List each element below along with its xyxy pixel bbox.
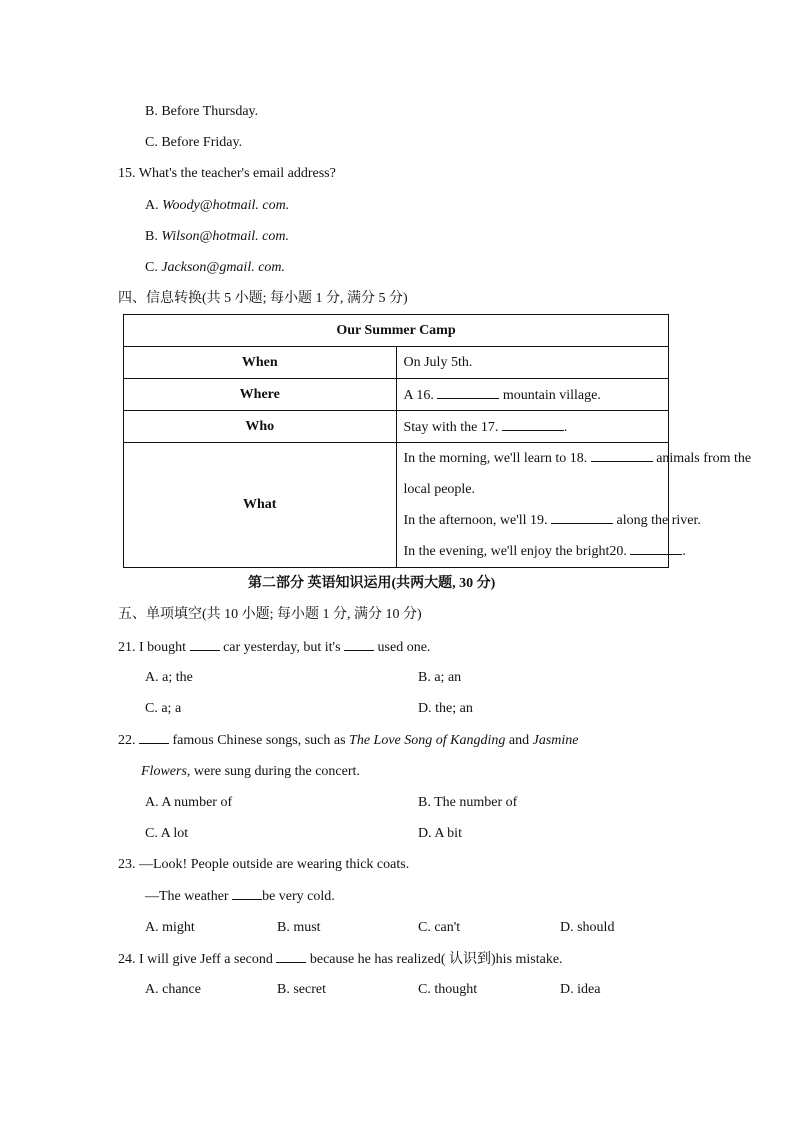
q22-stem-mid: famous Chinese songs, such as (169, 733, 350, 748)
q22-option-a: A. A number of (145, 795, 233, 810)
q22-option-b: B. The number of (418, 795, 518, 810)
section4-heading: 四、信息转换(共 5 小题; 每小题 1 分, 满分 5 分) (118, 291, 408, 306)
q14-option-c: C. Before Friday. (145, 135, 243, 150)
q15-option-c-letter: C. (145, 260, 162, 275)
when-value: On July 5th. (396, 347, 669, 379)
what-line1-post: animals from the (652, 451, 752, 466)
what-line3-pre: In the afternoon, we'll 19. (403, 513, 552, 528)
what-label: What (124, 443, 397, 568)
q22-stem-pre: 22. (118, 733, 139, 748)
q23-line2-post: be very cold. (262, 889, 335, 904)
when-label: When (124, 347, 397, 379)
q23-line2-pre: —The weather (145, 889, 233, 904)
what-line1-pre: In the morning, we'll learn to 18. (403, 451, 591, 466)
q24-stem-post: because he has realized( 认识到)his mistake. (306, 952, 563, 967)
blank-18[interactable] (591, 449, 653, 462)
q22-stem (118, 731, 579, 750)
q22-stem-line2 (141, 763, 360, 781)
q23-option-c: C. can't (418, 920, 461, 935)
q22-and: and (505, 733, 533, 748)
q23-blank[interactable] (232, 887, 262, 900)
q21-stem-post: used one. (374, 640, 431, 655)
q22-title-2b: Flowers (141, 764, 187, 779)
q23-option-b: B. must (277, 920, 321, 935)
blank-16[interactable] (437, 386, 499, 399)
q23-stem-line2 (145, 887, 335, 906)
part2-title: 第二部分 英语知识运用(共两大题, 30 分) (248, 576, 496, 591)
q14-option-b: B. Before Thursday. (145, 104, 259, 119)
q21-option-c: C. a; a (145, 701, 182, 716)
q21-stem-mid: car yesterday, but it's (219, 640, 345, 655)
blank-20[interactable] (630, 542, 682, 555)
q21-option-d: D. the; an (418, 701, 473, 716)
q22-option-c: C. A lot (145, 826, 189, 841)
q24-option-b: B. secret (277, 982, 326, 997)
q22-title-1: The Love Song of Kangding (349, 733, 506, 748)
q24-option-c: C. thought (418, 982, 478, 997)
summer-camp-table (123, 314, 752, 568)
q24-stem (118, 950, 563, 969)
where-post: mountain village. (499, 387, 601, 403)
what-line-1 (403, 443, 752, 474)
blank-19[interactable] (551, 511, 613, 524)
q15-option-c (145, 259, 285, 277)
q23-option-a: A. might (145, 920, 195, 935)
q15-stem: 15. What's the teacher's email address? (118, 166, 336, 181)
who-post: . (563, 419, 568, 435)
table-title: Our Summer Camp (124, 315, 669, 347)
q21-option-a: A. a; the (145, 670, 193, 685)
table-row-what (124, 443, 669, 568)
q15-option-a (145, 197, 289, 215)
q21-blank-1[interactable] (190, 638, 220, 651)
q15-option-a-text: Woody@hotmail. com. (162, 198, 290, 213)
table-row-where (124, 379, 669, 411)
q15-option-b-text: Wilson@hotmail. com. (161, 229, 289, 244)
what-line4-post: . (682, 544, 686, 559)
where-value (396, 379, 669, 411)
q24-option-a: A. chance (145, 982, 201, 997)
q22-title-2a: Jasmine (532, 733, 579, 748)
who-pre: Stay with the 17. (403, 419, 502, 435)
q22-line2-post: , were sung during the concert. (186, 764, 360, 779)
what-line-4 (403, 536, 686, 567)
q21-stem-pre: 21. I bought (118, 640, 190, 655)
table-row-when (124, 347, 669, 379)
who-value (396, 411, 669, 443)
who-label: Who (124, 411, 397, 443)
q24-blank[interactable] (276, 950, 306, 963)
blank-17[interactable] (502, 418, 564, 431)
q21-option-b: B. a; an (418, 670, 462, 685)
q24-option-d: D. idea (560, 982, 601, 997)
what-line-2: local people. (403, 482, 476, 497)
q15-option-c-text: Jackson@gmail. com. (161, 260, 286, 275)
q15-option-b (145, 228, 289, 246)
q23-option-d: D. should (560, 920, 615, 935)
q22-option-d: D. A bit (418, 826, 462, 841)
what-line4-pre: In the evening, we'll enjoy the bright20. (403, 544, 631, 559)
q22-blank[interactable] (139, 731, 169, 744)
what-value (396, 443, 752, 568)
q21-stem (118, 638, 430, 657)
q24-stem-pre: 24. I will give Jeff a second (118, 952, 277, 967)
table-row-who (124, 411, 669, 443)
q23-stem: 23. —Look! People outside are wearing thick coats. (118, 857, 410, 872)
what-line-3 (403, 505, 701, 536)
what-line3-post: along the river. (613, 513, 701, 528)
where-pre: A 16. (403, 387, 438, 403)
q21-blank-2[interactable] (344, 638, 374, 651)
q15-option-a-letter: A. (145, 198, 163, 213)
section5-heading: 五、单项填空(共 10 小题; 每小题 1 分, 满分 10 分) (118, 607, 422, 622)
where-label: Where (124, 379, 397, 411)
q15-option-b-letter: B. (145, 229, 162, 244)
